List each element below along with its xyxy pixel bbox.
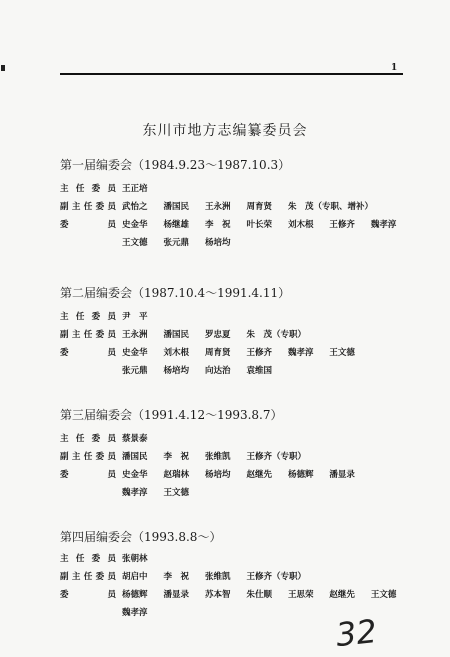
member-name: 袁维国 [246,366,272,376]
role-row-chair [60,308,420,326]
member-name: 赵瑞林 [163,470,189,480]
member-name: 杨培均 [204,238,231,248]
role-names [122,216,420,234]
member-name: 周育贤 [204,348,231,358]
role-label: 副主任委员 [60,330,116,340]
member-name: 王文德 [122,238,148,248]
member-name: 魏孝淳 [122,608,148,618]
role-row-members-continued [60,362,420,380]
member-name: 王永洲 [122,330,148,340]
role-names [122,448,420,466]
member-name: 朱 茂（专职、增补） [287,202,373,212]
member-name: 魏孝淳 [370,220,397,230]
role-names [122,550,420,568]
member-name: 刘木根 [163,348,189,358]
role-row-members [60,216,420,234]
role-row-members [60,344,420,362]
page-number: 1 [391,63,398,73]
role-names [122,484,420,502]
member-name: 蔡景泰 [122,434,148,444]
role-row-vice-chair [60,568,420,586]
member-name: 潘国民 [163,330,189,340]
role-names [122,234,420,252]
committee-term-1 [60,156,420,252]
term-heading: 第一届编委会（1984.9.23～1987.10.3） [60,158,291,172]
member-name: 杨德辉 [122,590,148,600]
role-row-vice-chair [60,448,420,466]
member-name: 王文德 [329,348,355,358]
role-row-vice-chair [60,198,420,216]
role-names [122,362,420,380]
term-heading: 第四届编委会（1993.8.8～） [60,530,222,544]
header-rule [60,73,403,75]
member-name: 潘显录 [329,470,355,480]
member-name: 朱 茂（专职） [246,330,306,340]
member-name: 李 祝 [163,572,189,582]
handwritten-page-mark: 32 [334,611,379,655]
member-name: 史金华 [122,220,148,230]
role-label: 委 员 [60,590,116,600]
member-name: 杨德辉 [287,470,314,480]
role-row-chair [60,430,420,448]
member-name: 王修齐 [329,220,355,230]
member-name: 朱仕顺 [246,590,272,600]
member-name: 叶长荣 [246,220,272,230]
role-label: 副主任委员 [60,202,116,212]
member-name: 张元鼎 [122,366,148,376]
document-title: 东川市地方志编纂委员会 [142,123,308,139]
role-row-members-continued [60,234,420,252]
member-name: 罗忠夏 [204,330,231,340]
role-names [122,568,420,586]
role-row-chair [60,550,420,568]
term-heading: 第三届编委会（1991.4.12～1993.8.7） [60,408,283,422]
role-row-members [60,586,420,604]
member-name: 魏孝淳 [122,488,148,498]
member-name: 武怡之 [122,202,148,212]
member-name: 苏本智 [204,590,231,600]
committee-term-2 [60,284,420,380]
member-name: 周育贤 [246,202,272,212]
member-name: 李 祝 [163,452,189,462]
role-label: 主任委员 [60,434,116,444]
member-name: 王修齐（专职） [246,452,306,462]
role-label: 主任委员 [60,184,116,194]
role-row-chair [60,180,420,198]
role-names [122,180,420,198]
member-name: 张维凯 [204,452,231,462]
role-label: 委 员 [60,348,116,358]
member-name: 史金华 [122,470,148,480]
member-name: 王修齐（专职） [246,572,306,582]
member-name: 胡启中 [122,572,148,582]
member-name: 刘木根 [287,220,314,230]
role-label: 主任委员 [60,554,116,564]
role-row-members-continued [60,484,420,502]
role-row-members [60,466,420,484]
member-name: 王正培 [122,184,148,194]
member-name: 潘国民 [122,452,148,462]
member-name: 张朝林 [122,554,148,564]
role-label: 主任委员 [60,312,116,322]
member-name: 尹 平 [122,312,148,322]
member-name: 潘国民 [163,202,189,212]
member-name: 张元鼎 [163,238,189,248]
member-name: 赵继先 [329,590,355,600]
member-name: 张维凯 [204,572,231,582]
role-names [122,466,420,484]
member-name: 王永洲 [204,202,231,212]
scan-edge-mark [1,65,5,71]
role-names [122,326,420,344]
member-name: 向达治 [204,366,231,376]
member-name: 杨培均 [163,366,189,376]
role-label: 委 员 [60,220,116,230]
member-name: 王修齐 [246,348,272,358]
role-label: 副主任委员 [60,572,116,582]
term-heading: 第二届编委会（1987.10.4～1991.4.11） [60,286,291,300]
member-name: 魏孝淳 [287,348,314,358]
member-name: 赵继先 [246,470,272,480]
committee-term-4 [60,528,420,622]
role-names [122,198,420,216]
role-label: 委 员 [60,470,116,480]
member-name: 史金华 [122,348,148,358]
committee-term-3 [60,406,420,502]
role-names [122,586,420,604]
role-names [122,308,420,326]
member-name: 杨培均 [204,470,231,480]
member-name: 王思荣 [287,590,314,600]
member-name: 王文德 [370,590,397,600]
member-name: 李 祝 [204,220,231,230]
member-name: 王文德 [163,488,189,498]
role-row-vice-chair [60,326,420,344]
role-names [122,344,420,362]
role-label: 副主任委员 [60,452,116,462]
member-name: 潘显录 [163,590,189,600]
member-name: 杨继雄 [163,220,189,230]
role-names [122,430,420,448]
